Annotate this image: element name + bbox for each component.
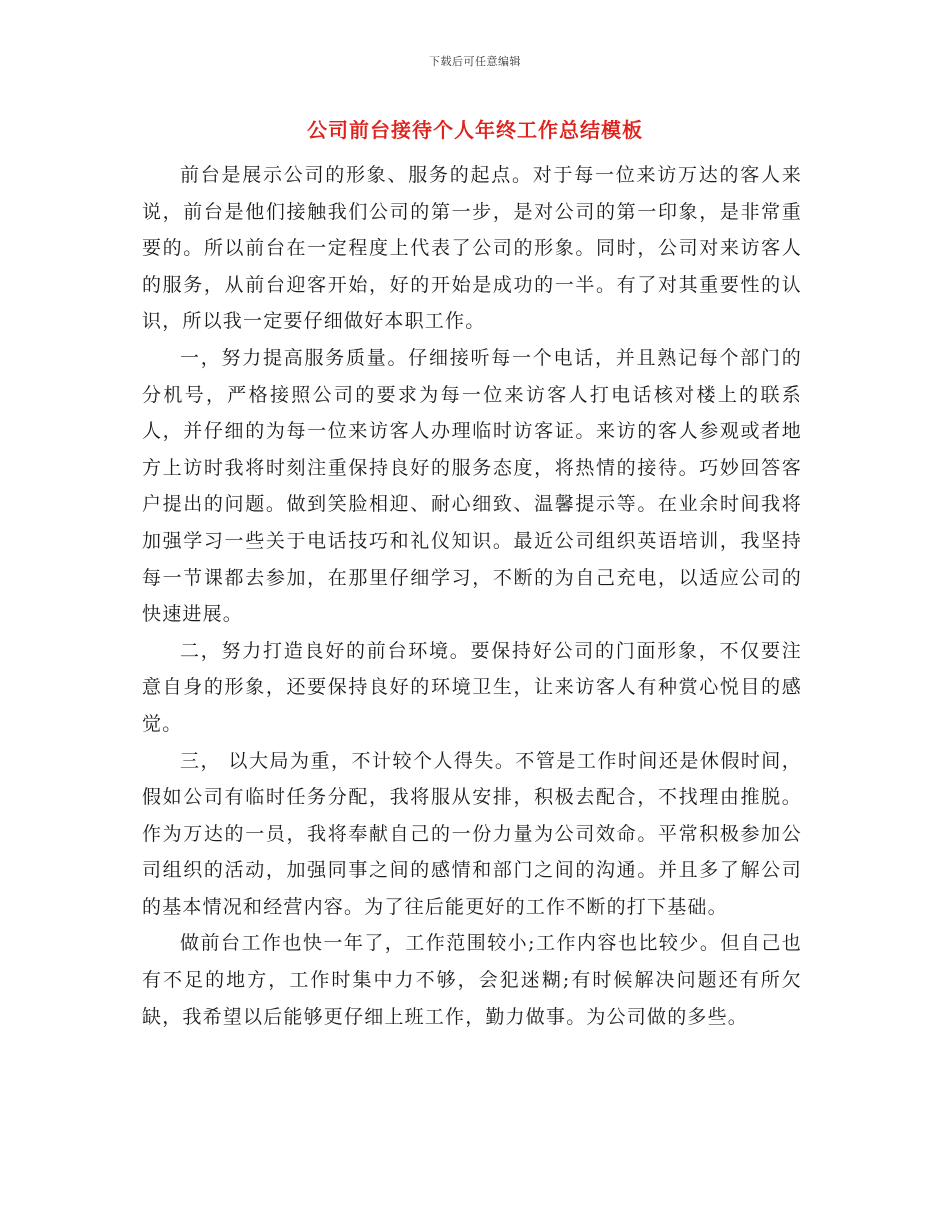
paragraph-teamwork: 三， 以大局为重，不计较个人得失。不管是工作时间还是休假时间，假如公司有临时任务分配，我将服从安排，积极去配合，不找理由推脱。作为万达的一员，我将奉献自己的一份力量为公司效命。平常积极参加公司组织的活动，加强同事之间的感情和部门之间的沟通。并且多了解公司的基本情况和经营内容。为了往后能更好的工作不断的打下基础。 bbox=[142, 749, 802, 918]
paragraph-intro: 前台是展示公司的形象、服务的起点。对于每一位来访万达的客人来说，前台是他们接触我们公司的第一步，是对公司的第一印象，是非常重要的。所以前台在一定程度上代表了公司的形象。同时，公司对来访客人的服务，从前台迎客开始，好的开始是成功的一半。有了对其重要性的认识，所以我一定要仔细做好本职工作。 bbox=[142, 164, 802, 333]
document-body bbox=[142, 157, 802, 1035]
document-title: 公司前台接待个人年终工作总结模板 bbox=[307, 118, 643, 142]
paragraph-environment: 二，努力打造良好的前台环境。要保持好公司的门面形象，不仅要注意自身的形象，还要保持良好的环境卫生，让来访客人有种赏心悦目的感觉。 bbox=[142, 639, 802, 735]
paragraph-service-quality: 一，努力提高服务质量。仔细接听每一个电话，并且熟记每个部门的分机号，严格接照公司的要求为每一位来访客人打电话核对楼上的联系人，并仔细的为每一位来访客人办理临时访客证。来访的客人参观或者地方上访时我将时刻注重保持良好的服务态度，将热情的接待。巧妙回答客户提出的问题。做到笑脸相迎、耐心细致、温馨提示等。在业余时间我将加强学习一些关于电话技巧和礼仪知识。最近公司组织英语培训，我坚持每一节课都去参加，在那里仔细学习，不断的为自己充电，以适应公司的快速进展。 bbox=[142, 346, 802, 626]
header-note: 下载后可任意编辑 bbox=[429, 55, 521, 68]
paragraph-conclusion: 做前台工作也快一年了，工作范围较小;工作内容也比较少。但自己也有不足的地方，工作时集中力不够，会犯迷糊;有时候解决问题还有所欠缺，我希望以后能够更仔细上班工作，勤力做事。为公司做的多些。 bbox=[142, 932, 802, 1028]
